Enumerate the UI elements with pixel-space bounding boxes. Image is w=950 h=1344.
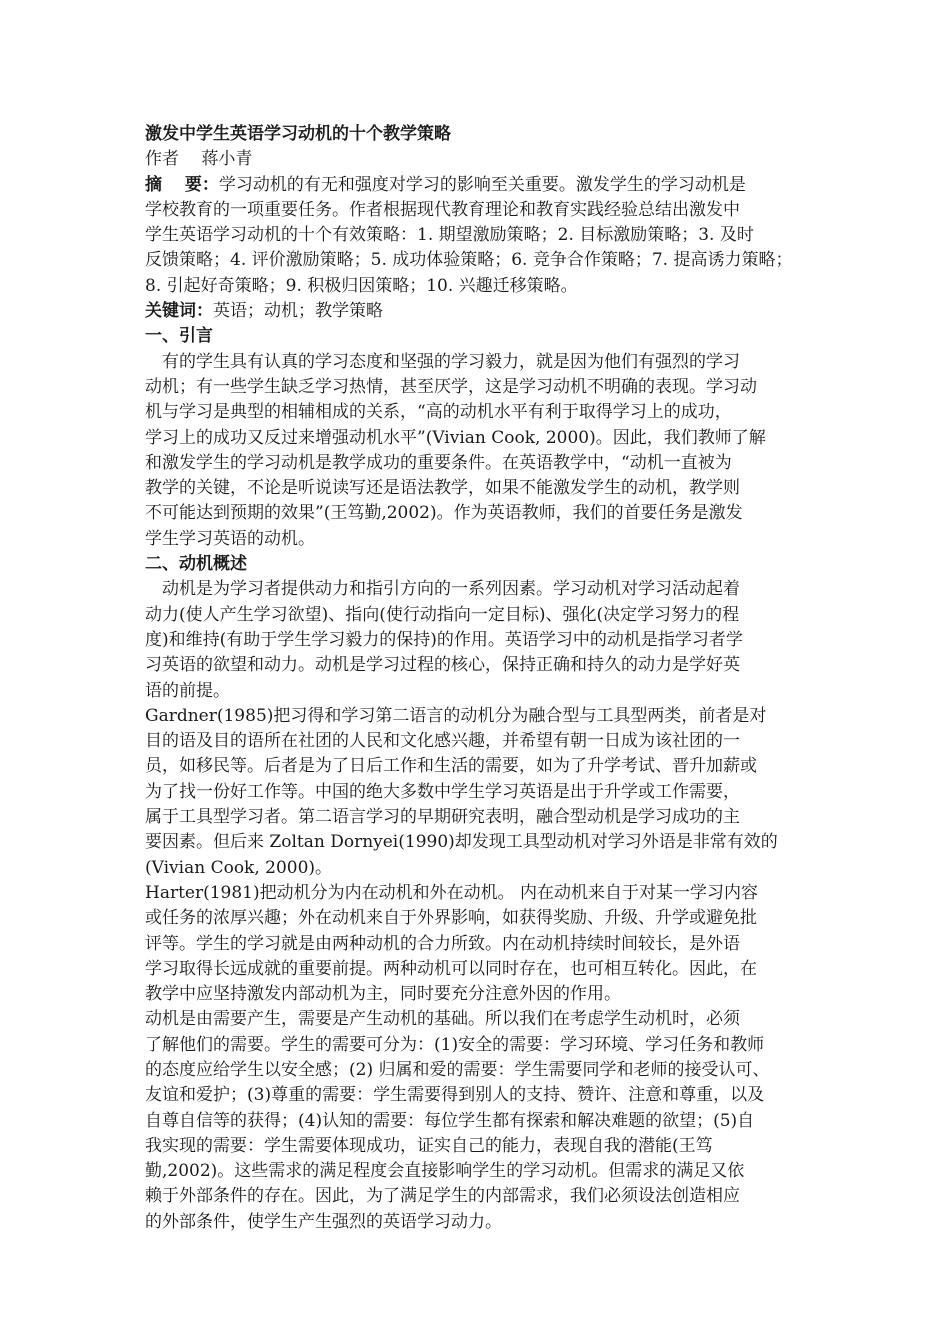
paragraph-line: 不可能达到预期的效果”(王笃勤,2002)。作为英语教师，我们的首要任务是激发	[145, 503, 743, 524]
abstract-line: 学生英语学习动机的十个有效策略：1. 期望激励策略；2. 目标激励策略；3. 及时	[145, 225, 754, 246]
paragraph-line: 的态度应给学生以安全感；(2) 归属和爱的需要：学生需要同学和老师的接受认可、	[145, 1059, 770, 1080]
paragraph-line: 评等。学生的学习就是由两种动机的合力所致。内在动机持续时间较长，是外语	[145, 933, 740, 954]
document-page	[145, 122, 817, 1235]
paragraph-line: 动机是为学习者提供动力和指引方向的一系列因素。学习动机对学习活动起着	[145, 579, 740, 600]
paragraph-line: 习英语的欲望和动力。动机是学习过程的核心，保持正确和持久的动力是学好英	[145, 655, 740, 676]
document-title: 激发中学生英语学习动机的十个教学策略	[145, 124, 451, 144]
paragraph-line: 了解他们的需要。学生的需要可分为：(1)安全的需要：学习环境、学习任务和教师	[145, 1034, 765, 1055]
section-heading-introduction: 一、引言	[145, 326, 213, 347]
paragraph-line: 和激发学生的学习动机是教学成功的重要条件。在英语教学中，“动机一直被为	[145, 452, 732, 473]
paragraph-line: 要因素。但后来 Zoltan Dornyei(1990)却发现工具型动机对学习外语是非常有效的	[145, 832, 778, 853]
paragraph-line: 自尊自信等的获得；(4)认知的需要：每位学生都有探索和解决难题的欲望；(5)自	[145, 1110, 755, 1131]
paragraph-line: 员，如移民等。后者是为了日后工作和生活的需要，如为了升学考试、晋升加薪或	[145, 756, 757, 777]
paragraph-line: 属于工具型学习者。第二语言学习的早期研究表明，融合型动机是学习成功的主	[145, 807, 740, 828]
paragraph-line: 目的语及目的语所在社团的人民和文化感兴趣，并希望有朝一日成为该社团的一	[145, 731, 740, 752]
paragraph-line: 学生学习英语的动机。	[145, 528, 315, 549]
abstract-text: 学习动机的有无和强度对学习的影响至关重要。激发学生的学习动机是	[218, 174, 746, 195]
paragraph-line: 勤,2002)。这些需求的满足程度会直接影响学生的学习动机。但需求的满足又依	[145, 1161, 745, 1182]
paragraph-line: 动机；有一些学生缺乏学习热情，甚至厌学，这是学习动机不明确的表现。学习动	[145, 376, 757, 397]
abstract-line: 反馈策略；4. 评价激励策略；5. 成功体验策略；6. 竞争合作策略；7. 提高诱力策略；	[145, 250, 793, 271]
paragraph-line: (Vivian Cook, 2000)。	[145, 857, 333, 878]
paragraph-line: 机与学习是典型的相辅相成的关系，“高的动机水平有利于取得学习上的成功，	[145, 402, 732, 423]
author-line: 作者 蒋小青	[145, 149, 253, 170]
paragraph-line: 度)和维持(有助于学生学习毅力的保持)的作用。英语学习中的动机是指学习者学	[145, 629, 743, 650]
paragraph-line: 赖于外部条件的存在。因此，为了满足学生的内部需求，我们必须设法创造相应	[145, 1186, 740, 1207]
paragraph-line: 或任务的浓厚兴趣；外在动机来自于外界影响，如获得奖励、升级、升学或避免批	[145, 908, 757, 929]
keywords-line	[145, 299, 817, 324]
paragraph-line: 为了找一份好工作等。中国的绝大多数中学生学习英语是出于升学或工作需要，	[145, 781, 740, 802]
paragraph-line: 友谊和爱护；(3)尊重的需要：学生需要得到别人的支持、赞许、注意和尊重，以及	[145, 1085, 765, 1106]
paragraph-line: Gardner(1985)把习得和学习第二语言的动机分为融合型与工具型两类，前者是对	[145, 705, 767, 726]
paragraph-line: 的外部条件，使学生产生强烈的英语学习动力。	[145, 1211, 502, 1232]
keywords-label: 关键词：	[145, 301, 213, 322]
paragraph-line: 有的学生具有认真的学习态度和坚强的学习毅力，就是因为他们有强烈的学习	[145, 351, 740, 372]
abstract-label: 摘 要：	[145, 174, 219, 195]
paragraph-line: 学习取得长远成就的重要前提。两种动机可以同时存在，也可相互转化。因此，在	[145, 958, 757, 979]
section-heading-motivation-overview: 二、动机概述	[145, 554, 247, 575]
paragraph-line: Harter(1981)把动机分为内在动机和外在动机。 内在动机来自于对某一学习内容	[145, 882, 759, 903]
abstract-first-line	[145, 173, 817, 198]
paragraph-line: 教学中应坚持激发内部动机为主，同时要充分注意外因的作用。	[145, 984, 621, 1005]
paragraph-line: 我实现的需要：学生需要体现成功，证实自己的能力，表现自我的潜能(王笃	[145, 1135, 713, 1156]
paragraph-line: 动机是由需要产生，需要是产生动机的基础。所以我们在考虑学生动机时，必须	[145, 1009, 740, 1030]
paragraph-line: 动力(使人产生学习欲望)、指向(使行动指向一定目标)、强化(决定学习努力的程	[145, 604, 740, 625]
abstract-line: 学校教育的一项重要任务。作者根据现代教育理论和教育实践经验总结出激发中	[145, 199, 740, 220]
abstract-line: 8. 引起好奇策略；9. 积极归因策略；10. 兴趣迁移策略。	[145, 275, 578, 296]
paragraph-line: 学习上的成功又反过来增强动机水平”(Vivian Cook, 2000)。因此，我们教师了解	[145, 427, 766, 448]
paragraph-line: 语的前提。	[145, 680, 230, 701]
paragraph-line: 教学的关键，不论是听说读写还是语法教学，如果不能激发学生的动机，教学则	[145, 478, 740, 499]
keywords-text: 英语；动机；教学策略	[213, 301, 383, 322]
